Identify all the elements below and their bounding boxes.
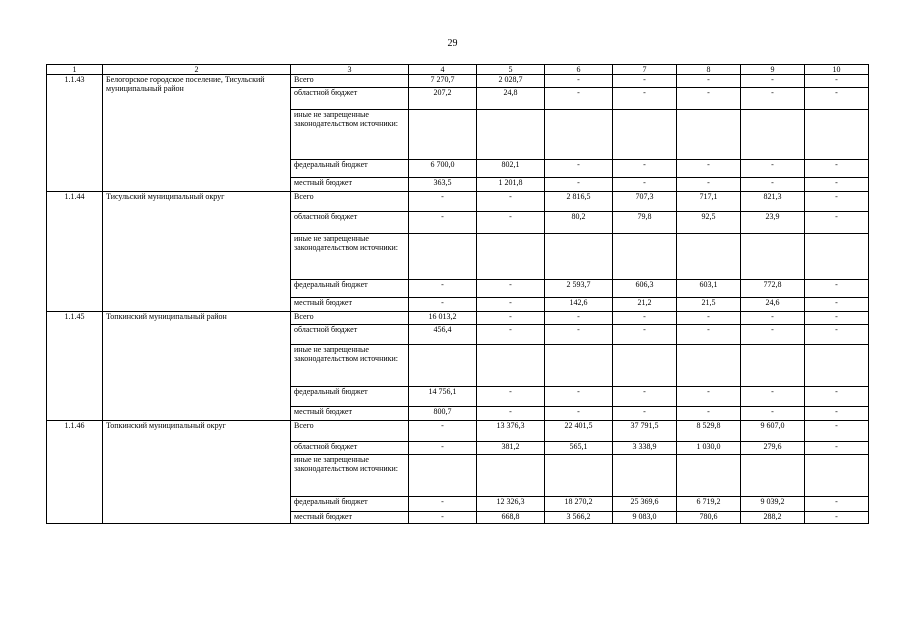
table-row — [47, 192, 869, 212]
funding-source-cell: областной бюджет — [291, 442, 409, 455]
amount-cell: 780,6 — [677, 512, 741, 524]
amount-cell — [477, 455, 545, 497]
amount-cell: 25 369,6 — [613, 497, 677, 512]
amount-cell: - — [409, 497, 477, 512]
amount-cell: - — [741, 312, 805, 325]
column-header: 2 — [103, 65, 291, 75]
table-row — [47, 421, 869, 442]
amount-cell: - — [741, 75, 805, 88]
amount-cell — [545, 455, 613, 497]
amount-cell: - — [805, 178, 869, 192]
amount-cell: 2 593,7 — [545, 280, 613, 298]
amount-cell: 381,2 — [477, 442, 545, 455]
amount-cell — [545, 110, 613, 160]
amount-cell: 12 326,3 — [477, 497, 545, 512]
item-code-cell: 1.1.46 — [47, 421, 103, 524]
amount-cell — [613, 345, 677, 387]
column-header: 9 — [741, 65, 805, 75]
amount-cell — [409, 234, 477, 280]
amount-cell: 363,5 — [409, 178, 477, 192]
funding-source-cell: местный бюджет — [291, 407, 409, 421]
amount-cell — [805, 455, 869, 497]
amount-cell: 2 028,7 — [477, 75, 545, 88]
amount-cell: - — [677, 325, 741, 345]
amount-cell: 79,8 — [613, 212, 677, 234]
amount-cell — [805, 345, 869, 387]
amount-cell: - — [805, 192, 869, 212]
amount-cell: - — [805, 160, 869, 178]
amount-cell: - — [805, 312, 869, 325]
amount-cell — [677, 345, 741, 387]
amount-cell: - — [545, 312, 613, 325]
amount-cell: 9 083,0 — [613, 512, 677, 524]
amount-cell: - — [741, 88, 805, 110]
amount-cell: 9 039,2 — [741, 497, 805, 512]
amount-cell: 13 376,3 — [477, 421, 545, 442]
funding-source-cell: местный бюджет — [291, 298, 409, 312]
amount-cell: - — [741, 325, 805, 345]
amount-cell: 717,1 — [677, 192, 741, 212]
municipality-name-cell: Белогорское городское поселение, Тисульский муниципальный район — [103, 75, 291, 192]
amount-cell: 6 700,0 — [409, 160, 477, 178]
funding-source-cell: областной бюджет — [291, 325, 409, 345]
amount-cell: - — [477, 212, 545, 234]
column-header: 5 — [477, 65, 545, 75]
amount-cell: 142,6 — [545, 298, 613, 312]
amount-cell: - — [805, 280, 869, 298]
amount-cell: 9 607,0 — [741, 421, 805, 442]
amount-cell: - — [613, 178, 677, 192]
table-row — [47, 75, 869, 88]
funding-source-cell: Всего — [291, 312, 409, 325]
amount-cell: 802,1 — [477, 160, 545, 178]
amount-cell: - — [409, 512, 477, 524]
amount-cell: - — [477, 312, 545, 325]
amount-cell: - — [741, 387, 805, 407]
funding-source-cell: федеральный бюджет — [291, 280, 409, 298]
amount-cell — [613, 110, 677, 160]
amount-cell: - — [409, 192, 477, 212]
amount-cell: - — [677, 312, 741, 325]
amount-cell: - — [677, 178, 741, 192]
amount-cell: - — [545, 160, 613, 178]
amount-cell — [409, 110, 477, 160]
funding-source-cell: Всего — [291, 421, 409, 442]
amount-cell: 606,3 — [613, 280, 677, 298]
amount-cell: - — [477, 280, 545, 298]
amount-cell: 772,8 — [741, 280, 805, 298]
amount-cell: - — [805, 442, 869, 455]
amount-cell: - — [677, 75, 741, 88]
amount-cell: 6 719,2 — [677, 497, 741, 512]
amount-cell: - — [677, 88, 741, 110]
amount-cell: 92,5 — [677, 212, 741, 234]
amount-cell — [477, 110, 545, 160]
amount-cell: - — [409, 421, 477, 442]
budget-table — [46, 64, 869, 524]
funding-source-cell: местный бюджет — [291, 178, 409, 192]
amount-cell: - — [477, 325, 545, 345]
amount-cell: 565,1 — [545, 442, 613, 455]
amount-cell: - — [409, 212, 477, 234]
amount-cell: - — [741, 178, 805, 192]
amount-cell — [805, 110, 869, 160]
amount-cell: 668,8 — [477, 512, 545, 524]
funding-source-cell: Всего — [291, 192, 409, 212]
amount-cell: - — [805, 88, 869, 110]
amount-cell — [741, 345, 805, 387]
table-row — [47, 312, 869, 325]
amount-cell: - — [677, 407, 741, 421]
amount-cell: - — [805, 497, 869, 512]
amount-cell: 8 529,8 — [677, 421, 741, 442]
amount-cell: - — [545, 178, 613, 192]
amount-cell: - — [409, 442, 477, 455]
amount-cell: 37 791,5 — [613, 421, 677, 442]
amount-cell — [545, 345, 613, 387]
amount-cell: - — [477, 192, 545, 212]
amount-cell: - — [545, 325, 613, 345]
amount-cell — [677, 234, 741, 280]
amount-cell: - — [741, 407, 805, 421]
item-code-cell: 1.1.44 — [47, 192, 103, 312]
amount-cell: - — [477, 387, 545, 407]
amount-cell: - — [613, 88, 677, 110]
amount-cell: 7 270,7 — [409, 75, 477, 88]
amount-cell: 207,2 — [409, 88, 477, 110]
amount-cell: 707,3 — [613, 192, 677, 212]
column-header: 3 — [291, 65, 409, 75]
amount-cell — [409, 455, 477, 497]
amount-cell: - — [545, 387, 613, 407]
amount-cell: 18 270,2 — [545, 497, 613, 512]
amount-cell: - — [477, 407, 545, 421]
amount-cell — [677, 455, 741, 497]
amount-cell: 22 401,5 — [545, 421, 613, 442]
amount-cell: 14 756,1 — [409, 387, 477, 407]
amount-cell: 16 013,2 — [409, 312, 477, 325]
amount-cell — [741, 455, 805, 497]
amount-cell: - — [805, 212, 869, 234]
amount-cell: - — [545, 407, 613, 421]
amount-cell — [477, 234, 545, 280]
funding-source-cell: иные не запрещенные законодательством источники: — [291, 234, 409, 280]
amount-cell: - — [805, 421, 869, 442]
amount-cell: - — [613, 325, 677, 345]
amount-cell: - — [613, 75, 677, 88]
amount-cell: - — [805, 298, 869, 312]
amount-cell: 456,4 — [409, 325, 477, 345]
amount-cell: 1 030,0 — [677, 442, 741, 455]
funding-source-cell: федеральный бюджет — [291, 160, 409, 178]
amount-cell: 603,1 — [677, 280, 741, 298]
column-header: 10 — [805, 65, 869, 75]
amount-cell: - — [677, 160, 741, 178]
amount-cell: 80,2 — [545, 212, 613, 234]
funding-source-cell: иные не запрещенные законодательством источники: — [291, 455, 409, 497]
amount-cell: 279,6 — [741, 442, 805, 455]
municipality-name-cell: Тисульский муниципальный округ — [103, 192, 291, 312]
amount-cell: - — [409, 298, 477, 312]
amount-cell: - — [805, 75, 869, 88]
municipality-name-cell: Топкинский муниципальный округ — [103, 421, 291, 524]
amount-cell: 1 201,8 — [477, 178, 545, 192]
funding-source-cell: федеральный бюджет — [291, 387, 409, 407]
funding-source-cell: федеральный бюджет — [291, 497, 409, 512]
column-header: 1 — [47, 65, 103, 75]
funding-source-cell: областной бюджет — [291, 212, 409, 234]
amount-cell — [409, 345, 477, 387]
amount-cell: 3 566,2 — [545, 512, 613, 524]
page-number: 29 — [447, 38, 458, 49]
funding-source-cell: иные не запрещенные законодательством источники: — [291, 345, 409, 387]
amount-cell: - — [741, 160, 805, 178]
amount-cell: - — [409, 280, 477, 298]
amount-cell: - — [805, 325, 869, 345]
amount-cell — [545, 234, 613, 280]
amount-cell: 24,6 — [741, 298, 805, 312]
amount-cell: 21,2 — [613, 298, 677, 312]
amount-cell: - — [613, 407, 677, 421]
column-header: 4 — [409, 65, 477, 75]
column-header: 8 — [677, 65, 741, 75]
amount-cell: 21,5 — [677, 298, 741, 312]
amount-cell: - — [477, 298, 545, 312]
amount-cell — [805, 234, 869, 280]
amount-cell: - — [677, 387, 741, 407]
funding-source-cell: иные не запрещенные законодательством источники: — [291, 110, 409, 160]
amount-cell: - — [805, 407, 869, 421]
table-body — [47, 75, 869, 524]
amount-cell: 821,3 — [741, 192, 805, 212]
amount-cell — [741, 234, 805, 280]
amount-cell: 800,7 — [409, 407, 477, 421]
amount-cell — [677, 110, 741, 160]
column-number-row — [47, 65, 869, 75]
funding-source-cell: областной бюджет — [291, 88, 409, 110]
amount-cell — [477, 345, 545, 387]
amount-cell: - — [613, 160, 677, 178]
amount-cell — [613, 455, 677, 497]
amount-cell: - — [613, 387, 677, 407]
item-code-cell: 1.1.43 — [47, 75, 103, 192]
amount-cell: 24,8 — [477, 88, 545, 110]
column-header: 6 — [545, 65, 613, 75]
item-code-cell: 1.1.45 — [47, 312, 103, 421]
amount-cell: 23,9 — [741, 212, 805, 234]
funding-source-cell: местный бюджет — [291, 512, 409, 524]
municipality-name-cell: Топкинский муниципальный район — [103, 312, 291, 421]
funding-source-cell: Всего — [291, 75, 409, 88]
amount-cell: - — [805, 512, 869, 524]
amount-cell: 3 338,9 — [613, 442, 677, 455]
column-header: 7 — [613, 65, 677, 75]
amount-cell: - — [805, 387, 869, 407]
amount-cell — [741, 110, 805, 160]
amount-cell: - — [545, 75, 613, 88]
amount-cell: 2 816,5 — [545, 192, 613, 212]
amount-cell: - — [545, 88, 613, 110]
amount-cell: - — [613, 312, 677, 325]
amount-cell: 288,2 — [741, 512, 805, 524]
amount-cell — [613, 234, 677, 280]
